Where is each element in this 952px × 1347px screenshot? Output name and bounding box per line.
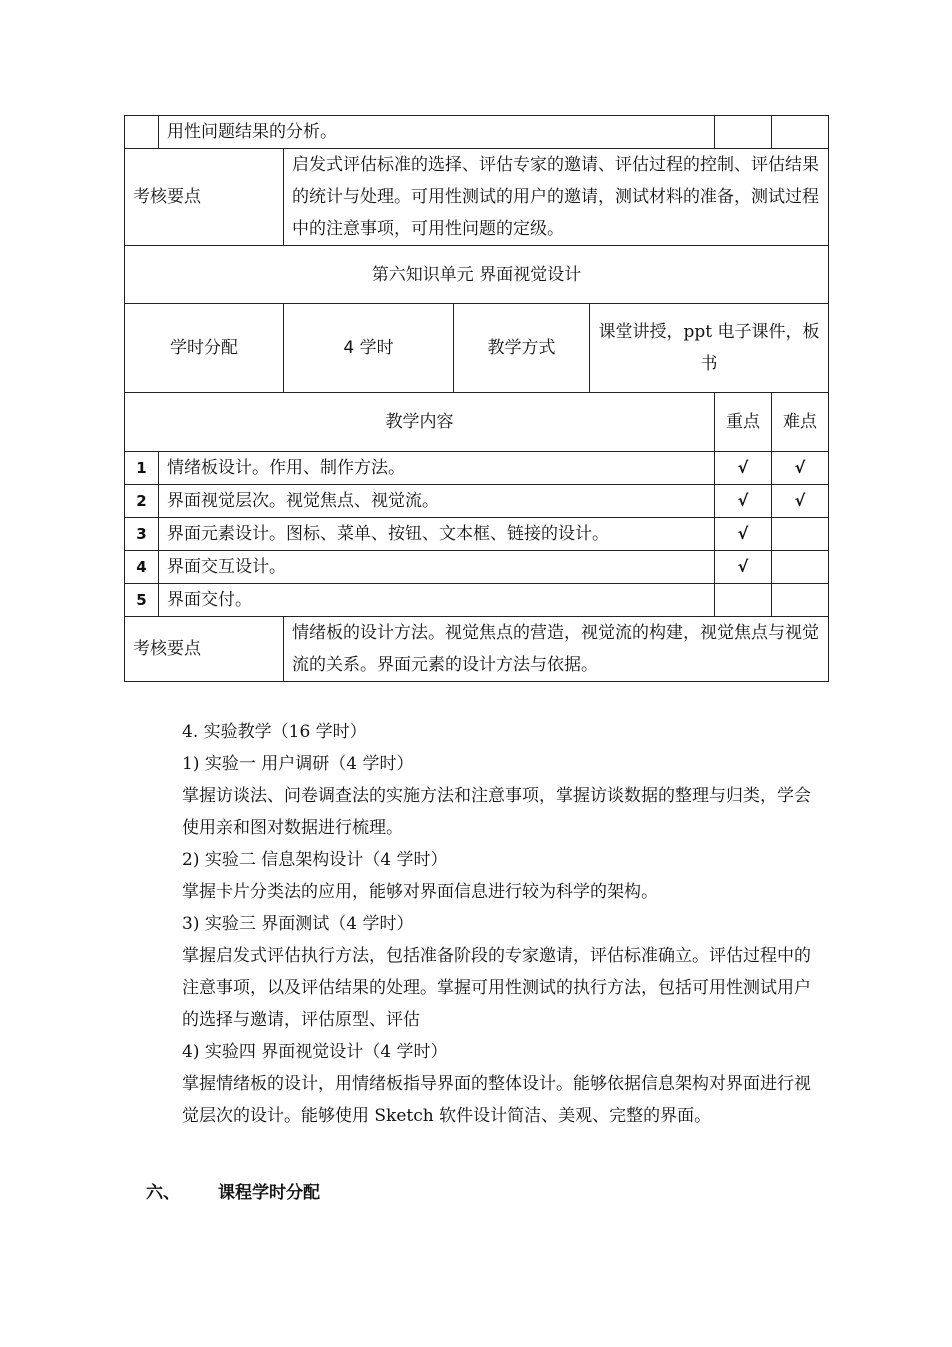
- section-title: 课程学时分配: [218, 1183, 320, 1203]
- difficult-check: √: [772, 485, 829, 518]
- method-label: 教学方式: [454, 304, 590, 393]
- difficult-check: √: [772, 452, 829, 485]
- syllabus-table: [124, 115, 829, 682]
- hours-row: [125, 304, 829, 393]
- exp4-text: 掌握情绪板的设计，用情绪板指导界面的整体设计。能够依据信息架构对界面进行视觉层次的设计。能够使用 Sketch 软件设计简洁、美观、完整的界面。: [182, 1074, 811, 1126]
- exp2-title: 2) 实验二 信息架构设计（4 学时）: [182, 850, 448, 870]
- exam-points-label: 考核要点: [125, 149, 284, 246]
- exam-points-text: 启发式评估标准的选择、评估专家的邀请、评估过程的控制、评估结果的统计与处理。可用性测试的用户的邀请，测试材料的准备，测试过程中的注意事项，可用性问题的定级。: [284, 149, 829, 246]
- exp1-title: 1) 实验一 用户调研（4 学时）: [182, 754, 414, 774]
- difficult-header: 难点: [772, 393, 829, 452]
- item-text: 界面视觉层次。视觉焦点、视觉流。: [159, 485, 715, 518]
- item-text: 界面元素设计。图标、菜单、按钮、文本框、链接的设计。: [159, 518, 715, 551]
- exp2-text: 掌握卡片分类法的应用，能够对界面信息进行较为科学的架构。: [182, 882, 658, 902]
- section-number: 六、: [146, 1183, 180, 1203]
- exam-points-label: 考核要点: [125, 617, 284, 682]
- unit-title-row: [125, 246, 829, 304]
- exam-points-text: 情绪板的设计方法。视觉焦点的营造，视觉流的构建，视觉焦点与视觉流的关系。界面元素的设计方法与依据。: [284, 617, 829, 682]
- key-check: √: [715, 452, 772, 485]
- item-text: 界面交付。: [159, 584, 715, 617]
- table-row: [125, 116, 829, 149]
- item-num: 2: [125, 485, 159, 518]
- key-check: √: [715, 518, 772, 551]
- table-row: [125, 584, 829, 617]
- content-cell: 用性问题结果的分析。: [159, 116, 715, 149]
- difficult-check: [772, 584, 829, 617]
- method-value: 课堂讲授，ppt 电子课件，板书: [590, 304, 829, 393]
- key-header: 重点: [715, 393, 772, 452]
- key-check: √: [715, 551, 772, 584]
- lab-section: [182, 716, 814, 1132]
- exp1-text: 掌握访谈法、问卷调查法的实施方法和注意事项，掌握访谈数据的整理与归类，学会使用亲和图对数据进行梳理。: [182, 786, 811, 838]
- key-check: √: [715, 485, 772, 518]
- content-header-row: [125, 393, 829, 452]
- section-6-heading: [146, 1178, 320, 1203]
- table-row: [125, 485, 829, 518]
- item-num: 3: [125, 518, 159, 551]
- exam-points-row: [125, 617, 829, 682]
- table-row: [125, 518, 829, 551]
- difficult-cell: [772, 116, 829, 149]
- item-num: 1: [125, 452, 159, 485]
- hours-value: 4 学时: [284, 304, 454, 393]
- table-row: [125, 551, 829, 584]
- table-row: [125, 452, 829, 485]
- difficult-check: [772, 518, 829, 551]
- exp3-text: 掌握启发式评估执行方法，包括准备阶段的专家邀请，评估标准确立。评估过程中的注意事项，以及评估结果的处理。掌握可用性测试的执行方法，包括可用性测试用户的选择与邀请，评估原型、评估: [182, 946, 811, 1030]
- content-header: 教学内容: [125, 393, 715, 452]
- lab-heading: 4. 实验教学（16 学时）: [182, 722, 367, 742]
- item-text: 界面交互设计。: [159, 551, 715, 584]
- difficult-check: [772, 551, 829, 584]
- item-num: 5: [125, 584, 159, 617]
- num-cell: [125, 116, 159, 149]
- exp3-title: 3) 实验三 界面测试（4 学时）: [182, 914, 414, 934]
- key-check: [715, 584, 772, 617]
- hours-label: 学时分配: [125, 304, 284, 393]
- key-cell: [715, 116, 772, 149]
- unit-title: 第六知识单元 界面视觉设计: [125, 246, 829, 304]
- item-num: 4: [125, 551, 159, 584]
- exam-points-row: [125, 149, 829, 246]
- item-text: 情绪板设计。作用、制作方法。: [159, 452, 715, 485]
- exp4-title: 4) 实验四 界面视觉设计（4 学时）: [182, 1042, 448, 1062]
